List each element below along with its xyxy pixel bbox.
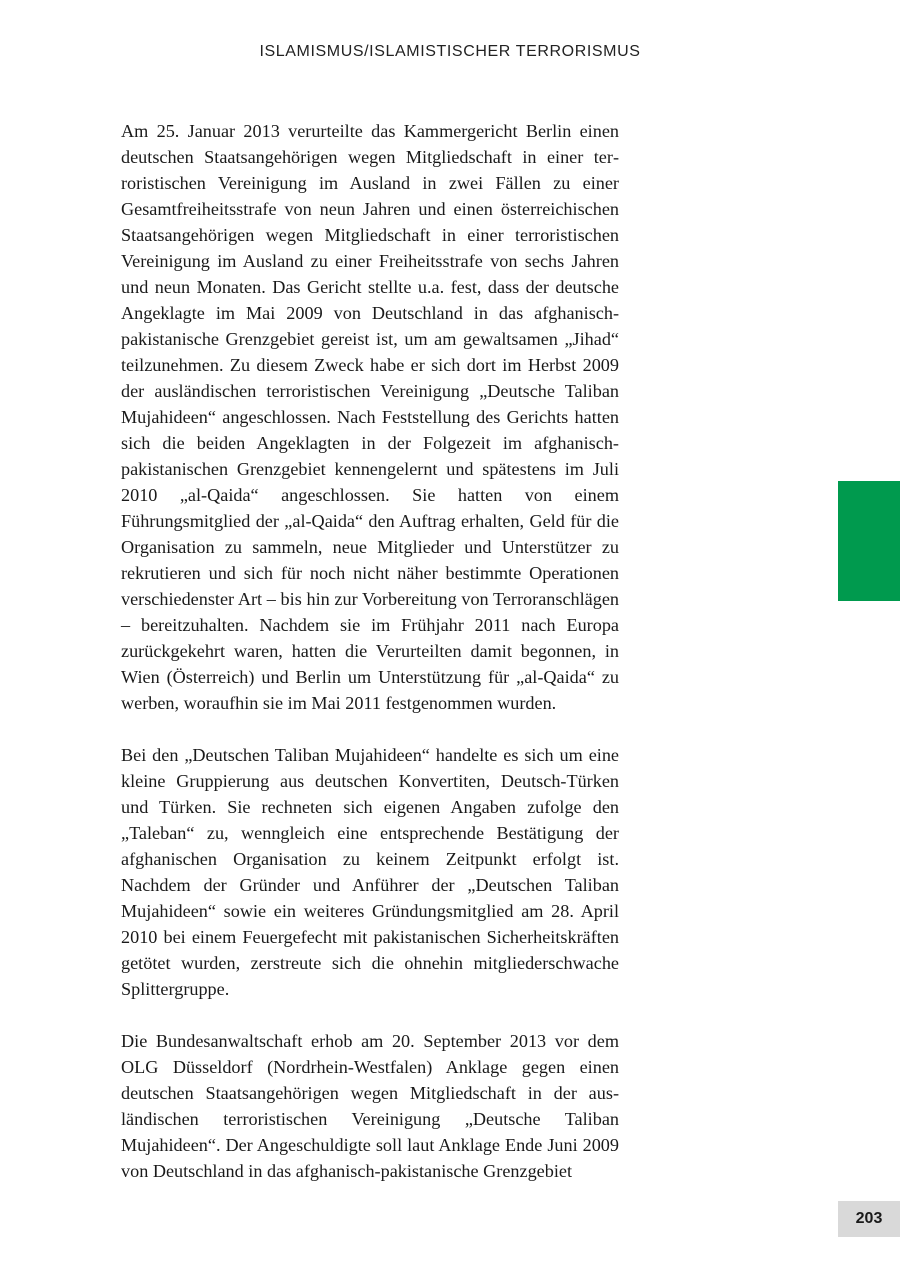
body-text [121,118,619,1210]
running-header: ISLAMISMUS/ISLAMISTISCHER TERRORISMUS [259,43,641,60]
paragraph: Am 25. Januar 2013 verurteilte das Kammergericht Berlin einen deutschen Staatsangehörigen wegen Mitgliedschaft in einer terroristischen Vereinigung im Ausland in zwei Fällen zu einer Gesamtfreiheitsstrafe von neun Jahren und einen österreichischen Staatsangehörigen wegen Mitgliedschaft in einer terroristischen Vereinigung im Ausland zu einer Freiheitsstrafe von sechs Jahren und neun Monaten. Das Gericht stellte u.a. fest, dass der deutsche Angeklagte im Mai 2009 von Deutschland in das afghanisch-pakistanische Grenzgebiet gereist ist, um am gewaltsamen „Jihad“ teilzunehmen. Zu diesem Zweck habe er sich dort im Herbst 2009 der ausländischen terroristischen Vereinigung „Deutsche Taliban Mujahideen“ angeschlossen. Nach Feststellung des Gerichts hatten sich die beiden Angeklagten in der Folgezeit im afghanisch-pakistanischen Grenzgebiet kennengelernt und spätestens im Juli 2010 „al-Qaida“ angeschlossen. Sie hatten von einem Führungsmitglied der „al-Qaida“ den Auftrag erhalten, Geld für die Organisation zu sammeln, neue Mitglieder und Unterstützer zu rekrutieren und sich für noch nicht näher bestimmte Operationen verschiedenster Art – bis hin zur Vorbereitung von Terroranschlägen – bereitzuhalten. Nachdem sie im Frühjahr 2011 nach Europa zurückgekehrt waren, hatten die Verurteilten damit begonnen, in Wien (Österreich) und Berlin um Unterstützung für „al-Qaida“ zu werben, woraufhin sie im Mai 2011 festgenommen wurden. [121,121,619,713]
paragraph: Bei den „Deutschen Taliban Mujahideen“ handelte es sich um eine kleine Gruppierung aus deutschen Konvertiten, Deutsch-Türken und Türken. Sie rechneten sich eigenen Angaben zufolge den „Taleban“ zu, wenngleich eine entsprechende Bestätigung der afghanischen Organisation zu keinem Zeitpunkt erfolgt ist. Nachdem der Gründer und Anführer der „Deutschen Taliban Mujahideen“ sowie ein weiteres Gründungsmitglied am 28. April 2010 bei einem Feuergefecht mit pakistanischen Sicherheitskräften getötet wurden, zerstreute sich die ohnehin mitgliederschwache Splittergruppe. [121,745,619,999]
page-number: 203 [838,1201,900,1237]
chapter-tab-marker [838,481,900,601]
paragraph: Die Bundesanwaltschaft erhob am 20. September 2013 vor dem OLG Düsseldorf (Nordrhein-Westfalen) Anklage gegen einen deutschen Staatsangehörigen wegen Mitgliedschaft in der ausländischen terroristischen Vereinigung „Deutsche Taliban Mujahideen“. Der Angeschuldigte soll laut Anklage Ende Juni 2009 von Deutschland in das afghanisch-pakistanische Grenzgebiet [121,1031,619,1181]
